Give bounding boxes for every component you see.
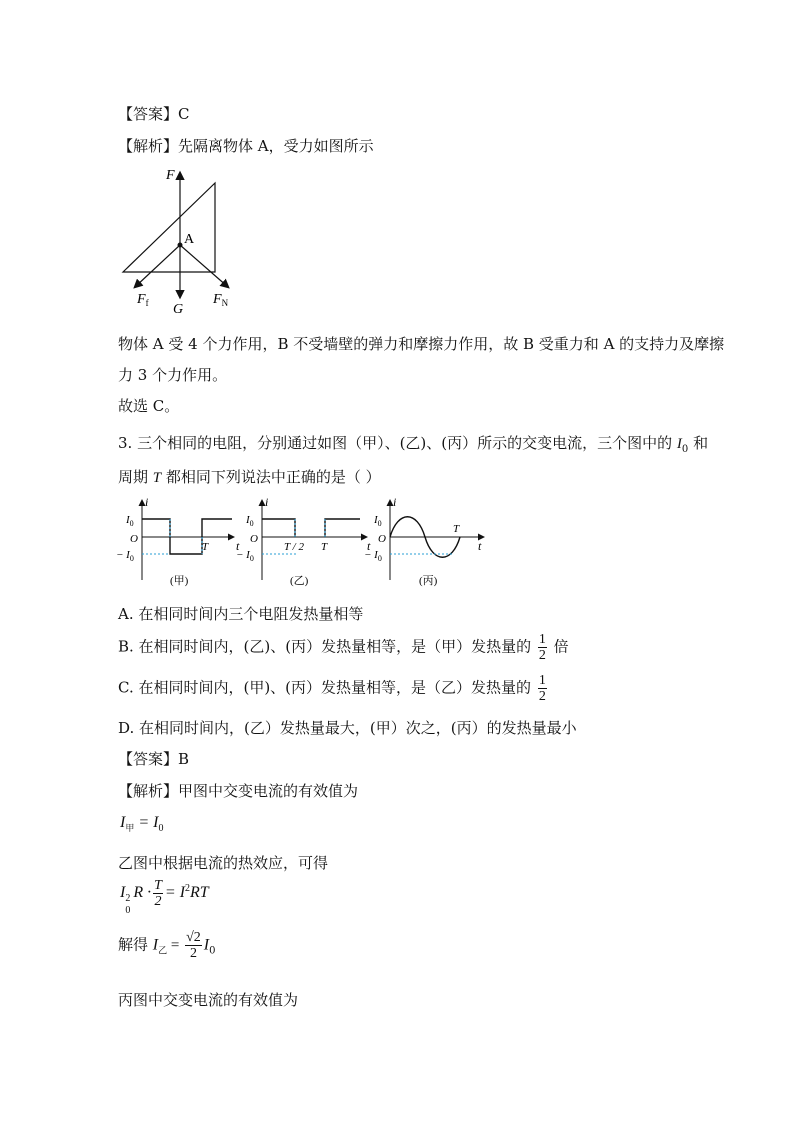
caption-jia: (甲)	[170, 575, 189, 587]
svg-text:− I0: − $I_0$	[116, 549, 134, 563]
para-1a: 物体 A 受 4 个力作用，B 不受墙壁的弹力和摩擦力作用，故 B 受重力和 A 的支持力及摩擦	[118, 335, 725, 353]
graph-yi	[236, 495, 371, 587]
svg-text:O: O	[250, 533, 258, 545]
svg-text:T: T	[321, 541, 328, 553]
question-3-line-1: 3. 三个相同的电阻，分别通过如图（甲）、(乙)、(丙）所示的交变电流，三个图中的 $I_0$ 和	[118, 434, 709, 455]
caption-yi: (乙)	[290, 575, 309, 587]
text-bing: 丙图中交变电流的有效值为	[118, 991, 299, 1009]
question-3-line-2: 周期 T 都相同下列说法中正确的是（ ）	[118, 468, 381, 486]
force-diagram	[115, 165, 245, 315]
svg-text:t: t	[236, 539, 240, 553]
option-b[interactable]: B. 在相同时间内，(乙)、(丙）发热量相等，是（甲）发热量的 $\frac{1}{2}$ 倍	[118, 632, 569, 663]
answer-line-2	[118, 748, 189, 769]
svg-text:I0: $I_0$	[374, 514, 382, 528]
label-G: G	[173, 302, 184, 315]
label-F: F	[166, 168, 175, 183]
answer-label: 【答案】	[118, 750, 179, 768]
equation-1: $I_甲 = I_0$	[120, 814, 164, 835]
analysis-label: 【解析】	[118, 782, 179, 800]
para-1c: 故选 C。	[118, 397, 180, 415]
svg-text:I0: $I_0$	[126, 514, 134, 528]
equation-3: 解得 $I_乙$ = $\frac{√2}{2}$ $I_0$	[118, 930, 216, 961]
force-FN-arrow	[180, 245, 228, 287]
svg-text:i: i	[265, 495, 269, 509]
analysis-label: 【解析】	[118, 137, 179, 155]
option-a[interactable]: A. 在相同时间内三个电阻发热量相等	[118, 605, 364, 623]
answer-line-1	[118, 103, 190, 124]
analysis-line-1	[118, 135, 374, 156]
svg-text:T: T	[453, 523, 460, 535]
fraction-half: $\frac{1}{2}$	[538, 632, 546, 663]
triangle-shape	[123, 183, 215, 272]
force-Ff-arrow	[135, 245, 180, 287]
analysis-text: 甲图中交变电流的有效值为	[178, 782, 359, 800]
option-c[interactable]: C. 在相同时间内，(甲)、(丙）发热量相等，是（乙）发热量的 $\frac{1}{2}$	[118, 673, 546, 704]
fraction-half: $\frac{1}{2}$	[538, 673, 546, 704]
equation-2: I 2 0 R · $\frac{T}{2}$ = $I^2RT$	[120, 878, 209, 917]
label-FN: $F_N$	[213, 292, 229, 308]
svg-text:i: i	[393, 495, 397, 509]
svg-text:t: t	[478, 539, 482, 553]
svg-text:i: i	[145, 495, 149, 509]
ac-current-graphs	[112, 492, 492, 592]
svg-text:I0: $I_0$	[246, 514, 254, 528]
svg-text:T / 2: T / 2	[284, 541, 304, 553]
analysis-line-2	[118, 780, 358, 801]
svg-text:t: t	[367, 539, 371, 553]
analysis-text: 先隔离物体 A，受力如图所示	[178, 137, 374, 155]
para-1b: 力 3 个力作用。	[118, 366, 228, 384]
pulse-wave-yi-2	[325, 519, 360, 537]
svg-text:T: T	[202, 541, 209, 553]
point-A	[178, 243, 183, 248]
answer-value: B	[178, 750, 190, 768]
option-d[interactable]: D. 在相同时间内，(乙）发热量最大，(甲）次之，(丙）的发热量最小	[118, 719, 577, 737]
caption-bing: (丙)	[419, 575, 438, 587]
label-Ff: $F_f$	[137, 292, 149, 308]
svg-text:O: O	[378, 533, 386, 545]
graph-jia	[116, 495, 240, 587]
text-yi: 乙图中根据电流的热效应，可得	[118, 854, 329, 872]
svg-text:O: O	[130, 533, 138, 545]
fraction-root2-over-2: $\frac{√2}{2}$	[186, 930, 201, 961]
answer-value: C	[178, 105, 190, 123]
pulse-wave-yi-1	[262, 519, 295, 537]
svg-text:− I0: − $I_0$	[364, 549, 382, 563]
answer-label: 【答案】	[118, 105, 179, 123]
label-A: A	[184, 232, 195, 247]
svg-text:− I0: − $I_0$	[236, 549, 254, 563]
graph-bing	[364, 495, 484, 587]
fraction-T-over-2: $\frac{T}{2}$	[154, 878, 162, 909]
